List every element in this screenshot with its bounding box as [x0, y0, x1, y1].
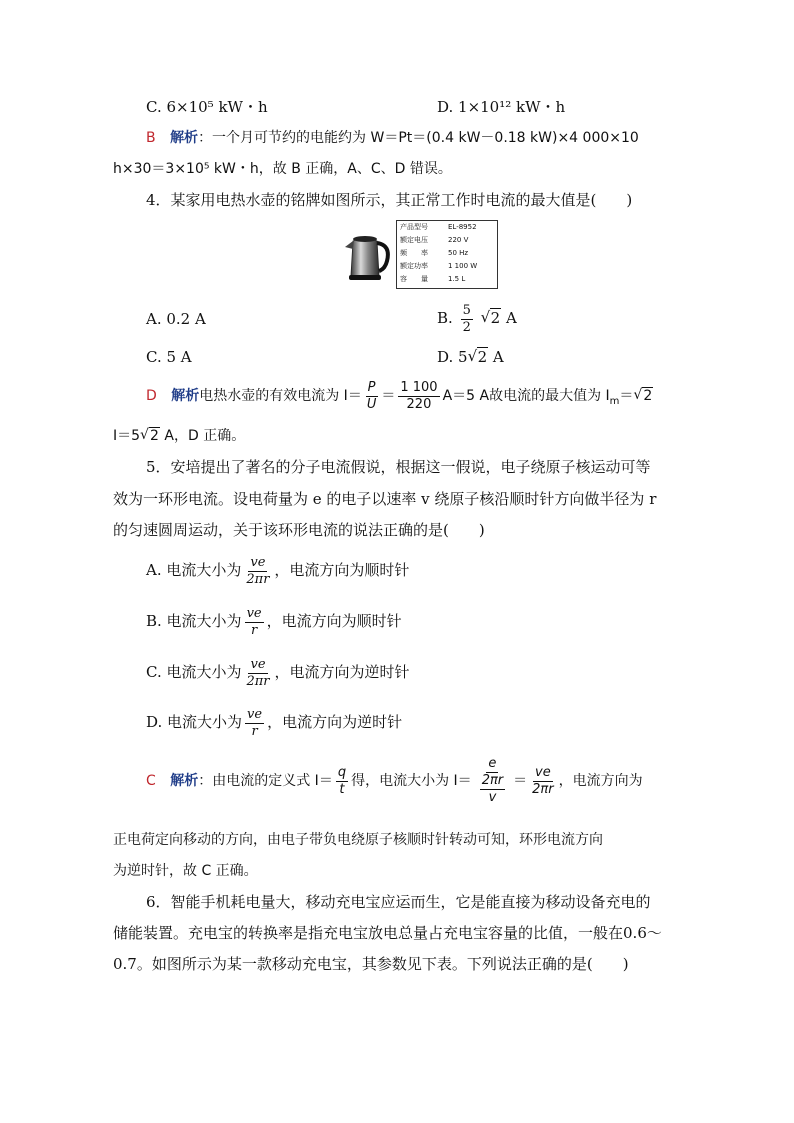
q4-option-b-prefix: B.: [437, 309, 453, 327]
q5-answer: C: [146, 773, 156, 789]
q4-option-d-unit: A: [492, 348, 504, 366]
q4-option-b-fraction: [461, 303, 473, 336]
q4-option-d: [437, 346, 504, 368]
q3-answer: B: [146, 130, 156, 146]
q4-exp-text: I＝5: [113, 428, 141, 444]
frac-denominator: r: [251, 723, 258, 739]
q6-stem-line1: 6．智能手机耗电量大，移动充电宝应运而生，它是能直接为移动设备充电的: [146, 893, 651, 911]
plate-value: EL-8952: [448, 223, 477, 231]
q5-stem-line2: 效为一环形电流。设电荷量为 e 的电子以速率 v 绕原子核沿顺时针方向做半径为 r: [113, 490, 657, 508]
q4-analysis-label: 解析: [171, 388, 200, 404]
q4-fraction-p-u: [365, 380, 379, 413]
frac-numerator: ve: [250, 554, 266, 570]
q5-stem-line1: 5．安培提出了著名的分子电流假说，根据这一假说，电子绕原子核运动可等: [146, 458, 651, 476]
q5-exp-text: ：由电流的定义式 I＝: [198, 773, 333, 789]
plate-key: 额定电压: [400, 236, 428, 244]
plate-value: 1.5 L: [448, 275, 466, 283]
frac-numerator: e: [488, 756, 497, 771]
plate-row: [397, 247, 497, 260]
q5-explanation-line3: 为逆时针，故 C 正确。: [113, 863, 258, 879]
frac-numerator: 1 100: [400, 379, 438, 395]
q3-exp-text1: ：一个月可节约的电能约为 W＝Pt＝(0.4 kW－0.18 kW)×4 000×10: [198, 130, 639, 146]
option-fraction: [245, 606, 264, 639]
frac-denominator: 2πr: [246, 673, 270, 689]
frac-numerator: 5: [462, 302, 471, 318]
q4-option-b: [437, 298, 517, 338]
option-fraction: [245, 707, 264, 740]
plate-value: 220 V: [448, 236, 469, 244]
sqrt-symbol: [140, 425, 160, 447]
q5-option-c: [146, 652, 410, 692]
option-prefix: A. 电流大小为: [146, 561, 242, 579]
q6-stem-line2: 储能装置。充电宝的转换率是指充电宝放电总量占充电宝容量的比值，一般在0.6～: [113, 924, 662, 942]
frac-numerator: 2πr: [481, 773, 504, 788]
equals-sign: ＝: [513, 773, 528, 789]
q5-option-d: [146, 702, 402, 742]
equals-sign: ＝: [381, 388, 396, 404]
q4-option-a: A. 0.2 A: [146, 310, 206, 328]
frac-denominator: 220: [406, 396, 432, 412]
frac-denominator: t: [339, 781, 345, 797]
radicand: 2: [150, 428, 159, 444]
q4-exp-text: A，D 正确。: [164, 428, 246, 444]
option-prefix: B. 电流大小为: [146, 612, 242, 630]
q5-analysis-label: 解析: [170, 773, 199, 789]
q5-explanation-line1: [146, 756, 643, 806]
option-prefix: C. 电流大小为: [146, 663, 242, 681]
frac-denominator: 2: [462, 319, 471, 335]
sqrt-symbol: [633, 376, 653, 416]
frac-denominator: v: [488, 790, 497, 805]
q6-stem-line3: 0.7。如图所示为某一款移动充电宝，其参数见下表。下列说法正确的是( ): [113, 955, 629, 973]
sqrt-symbol: [481, 298, 502, 338]
q4-option-c: C. 5 A: [146, 348, 192, 366]
frac-denominator: r: [250, 622, 258, 638]
frac-numerator: ve: [535, 764, 551, 780]
option-suffix: ，电流方向为逆时针: [267, 713, 403, 731]
inner-fraction: [480, 773, 505, 806]
q5-option-b: [146, 601, 402, 641]
kettle-nameplate: [396, 220, 498, 289]
option-suffix: ，电流方向为逆时针: [274, 663, 410, 681]
frac-numerator: q: [337, 764, 347, 780]
option-suffix: ，电流方向为顺时针: [274, 561, 410, 579]
frac-numerator: ve: [250, 656, 266, 672]
q3-analysis-label: 解析: [170, 130, 199, 146]
plate-row: [397, 273, 497, 286]
q4-exp-text: 电热水壶的有效电流为 I＝: [199, 388, 362, 404]
q4-fraction-power-voltage: [398, 380, 439, 413]
q5-fraction-q-t: [336, 765, 348, 798]
q4-stem: 4．某家用电热水壶的铭牌如图所示，其正常工作时电流的最大值是( ): [146, 191, 633, 209]
plate-key: 容 量: [400, 275, 428, 283]
option-fraction: [244, 555, 271, 588]
sqrt-symbol: [468, 346, 489, 368]
option-prefix: D. 电流大小为: [146, 713, 243, 731]
q5-explanation-line2: 正电荷定向移动的方向，由电子带负电绕原子核顺时针转动可知，环形电流方向: [113, 832, 603, 848]
equals-sign: ＝: [619, 388, 634, 404]
q5-exp-text: ，电流方向为: [558, 773, 643, 789]
plate-key: 频 率: [400, 249, 428, 257]
q5-compound-fraction: [475, 756, 510, 806]
frac-numerator: ve: [246, 605, 262, 621]
frac-denominator: 2πr: [532, 781, 554, 797]
q4-exp-text: A＝5 A故电流的最大值为 I: [442, 388, 610, 404]
option-fraction: [244, 657, 271, 690]
q5-fraction-ve-2pir: [530, 765, 555, 798]
q5-stem-line3: 的匀速圆周运动，关于该环形电流的说法正确的是( ): [113, 521, 485, 539]
frac-denominator: U: [366, 396, 377, 412]
q4-explanation-line2: [113, 425, 245, 447]
option-suffix: ，电流方向为顺时针: [266, 612, 402, 630]
q4-option-d-prefix: D. 5: [437, 348, 468, 366]
frac-denominator: [475, 773, 510, 806]
plate-value: 1 100 W: [448, 262, 478, 270]
q5-exp-text: 得，电流大小为 I＝: [351, 773, 472, 789]
plate-key: 额定功率: [400, 262, 428, 270]
frac-denominator: 2πr: [246, 571, 270, 587]
plate-key: 产品型号: [400, 223, 428, 231]
q4-explanation-line1: [146, 376, 653, 422]
plate-value: 50 Hz: [448, 249, 469, 257]
q3-explanation-line1: [146, 127, 639, 149]
radicand: 2: [643, 388, 653, 404]
frac-numerator: ve: [247, 706, 263, 722]
q3-explanation-line2: h×30＝3×10⁵ kW・h，故 B 正确，A、C、D 错误。: [113, 161, 452, 177]
radicand: 2: [490, 309, 501, 327]
subscript-m: m: [609, 395, 620, 407]
q4-option-b-unit: A: [505, 309, 517, 327]
q4-answer: D: [146, 388, 157, 404]
plate-row: [397, 234, 497, 247]
plate-row: [397, 260, 497, 273]
radicand: 2: [477, 348, 488, 366]
plate-row: [397, 221, 497, 234]
q5-option-a: [146, 550, 409, 590]
kettle-image: [337, 227, 395, 285]
frac-numerator: P: [367, 379, 376, 395]
q3-option-c: C. 6×10⁵ kW・h: [146, 98, 268, 116]
q3-option-d: D. 1×10¹² kW・h: [437, 98, 566, 116]
